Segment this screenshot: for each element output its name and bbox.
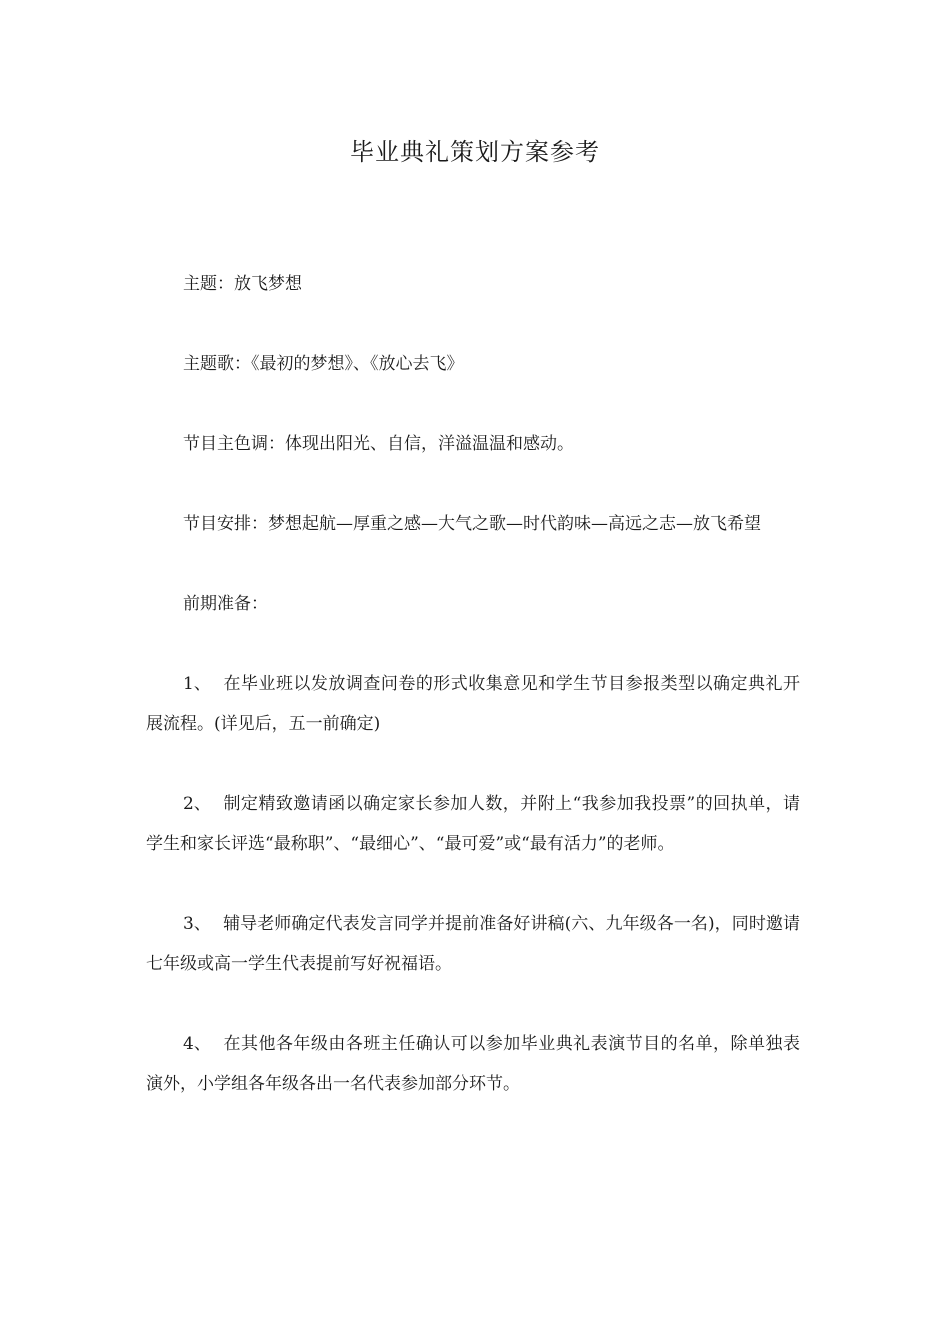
- item-text: 制定精致邀请函以确定家长参加人数，并附上“我参加我投票”的回执单，请学生和家长评选“最称职”、“最细心”、“最可爱”或“最有活力”的老师。: [146, 794, 800, 854]
- item-number: 4、: [183, 1034, 211, 1054]
- document-title: 毕业典礼策划方案参考: [350, 138, 600, 166]
- item-number: 1、: [183, 674, 211, 694]
- prep-heading: 前期准备：: [183, 594, 268, 614]
- theme-song-paragraph: 主题歌：《最初的梦想》、《放心去飞》: [183, 354, 464, 374]
- item-text: 辅导老师确定代表发言同学并提前准备好讲稿(六、九年级各一名)，同时邀请七年级或高一学生代表提前写好祝福语。: [146, 914, 800, 974]
- item-text: 在毕业班以发放调查问卷的形式收集意见和学生节目参报类型以确定典礼开展流程。(详见后，五一前确定): [146, 674, 800, 734]
- prep-item-3: [146, 904, 800, 984]
- item-number: 3、: [183, 914, 211, 934]
- item-number: 2、: [183, 794, 211, 814]
- document-body: [146, 264, 800, 1144]
- prep-item-2: [146, 784, 800, 864]
- theme-paragraph: 主题：放飞梦想: [183, 274, 302, 294]
- prep-item-4: [146, 1024, 800, 1104]
- item-text: 在其他各年级由各班主任确认可以参加毕业典礼表演节目的名单，除单独表演外，小学组各年级各出一名代表参加部分环节。: [146, 1034, 800, 1094]
- schedule-paragraph: 节目安排：梦想起航—厚重之感—大气之歌—时代韵味—高远之志—放飞希望: [183, 514, 761, 534]
- prep-item-1: [146, 664, 800, 744]
- tone-paragraph: 节目主色调：体现出阳光、自信，洋溢温温和感动。: [183, 434, 574, 454]
